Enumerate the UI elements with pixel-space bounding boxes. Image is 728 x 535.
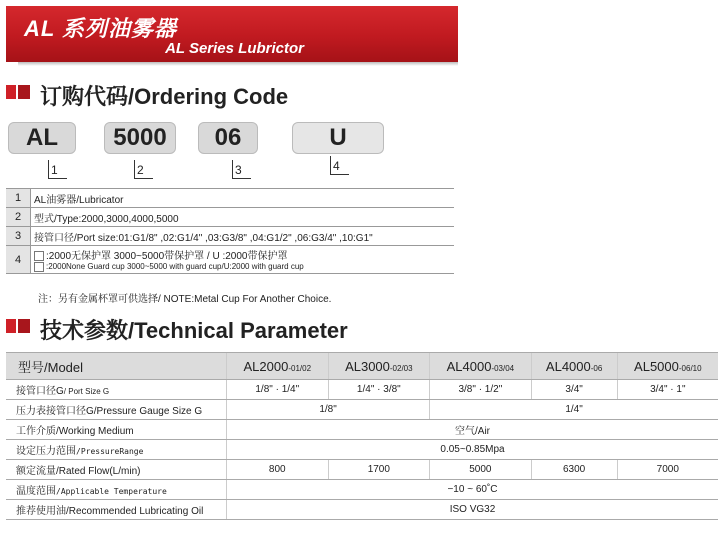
section-marker-icon (18, 85, 30, 99)
code-box-type: 5000 (104, 122, 176, 154)
cell: −10 ~ 60˚C (227, 480, 719, 500)
row-label: 温度范围/Applicable Temperature (6, 480, 227, 500)
table-row (6, 208, 454, 227)
table-row (6, 380, 718, 400)
table-row (6, 246, 454, 274)
ordering-heading: 订购代码/Ordering Code (40, 84, 289, 109)
header-label: 型号/Model (6, 353, 227, 380)
banner-shadow (18, 62, 458, 66)
header-model: AL5000-06/10 (617, 353, 718, 380)
row-number: 1 (6, 189, 31, 208)
cell: 1/8" · 1/4" (227, 380, 329, 400)
cell: 800 (227, 460, 329, 480)
code-box-port: 06 (198, 122, 258, 154)
header-model: AL4000-03/04 (430, 353, 532, 380)
table-row (6, 500, 718, 520)
section-marker-icon (18, 319, 30, 333)
table-row (6, 480, 718, 500)
cell: 7000 (617, 460, 718, 480)
row-text (31, 246, 455, 274)
technical-parameter-table (6, 352, 718, 520)
table-row (6, 460, 718, 480)
cell: 1/8" (227, 400, 430, 420)
row-label: 设定压力范围/PressureRange (6, 440, 227, 460)
row-number: 2 (6, 208, 31, 227)
banner-title: AL 系列油雾器 (24, 16, 178, 41)
ordering-note: 注：另有金属杯罩可供选择/ NOTE:Metal Cup For Another Choice. (38, 294, 332, 305)
code-index: 1 (48, 160, 67, 179)
table-header-row (6, 353, 718, 380)
table-row (6, 440, 718, 460)
code-index: 3 (232, 160, 251, 179)
table-row (6, 400, 718, 420)
cell: 5000 (430, 460, 532, 480)
row-label: 工作介质/Working Medium (6, 420, 227, 440)
cell: 3/8" · 1/2" (430, 380, 532, 400)
option-line-en: :2000None Guard cup 3000~5000 with guard cup/U:2000 with guard cup (46, 262, 304, 272)
header-model: AL2000-01/02 (227, 353, 329, 380)
cell: ISO VG32 (227, 500, 719, 520)
cell: 空气/Air (227, 420, 719, 440)
row-text: 型式/Type:2000,3000,4000,5000 (31, 208, 455, 227)
table-row (6, 189, 454, 208)
cell: 0.05~0.85Mpa (227, 440, 719, 460)
header-model: AL3000-02/03 (328, 353, 430, 380)
cell: 6300 (531, 460, 617, 480)
cell: 1700 (328, 460, 430, 480)
row-label: 推荐使用油/Recommended Lubricating Oil (6, 500, 227, 520)
row-label: 额定流量/Rated Flow(L/min) (6, 460, 227, 480)
checkbox-icon (34, 262, 44, 272)
title-banner (6, 6, 458, 62)
row-number: 3 (6, 227, 31, 246)
row-text: 接管口径/Port size:01:G1/8" ,02:G1/4" ,03:G3/8" ,04:G1/2" ,06:G3/4" ,10:G1" (31, 227, 455, 246)
section-marker-icon (6, 319, 16, 333)
row-text: AL油雾器/Lubricator (31, 189, 455, 208)
header-model: AL4000-06 (531, 353, 617, 380)
row-label: 接管口径G/ Port Size G (6, 380, 227, 400)
row-number: 4 (6, 246, 31, 274)
banner-subtitle: AL Series Lubrictor (165, 40, 304, 57)
table-row (6, 420, 718, 440)
section-marker-icon (6, 85, 16, 99)
checkbox-icon (34, 251, 44, 261)
code-box-option: U (292, 122, 384, 154)
ordering-code-table (6, 188, 454, 274)
technical-heading: 技术参数/Technical Parameter (40, 318, 348, 343)
code-index: 2 (134, 160, 153, 179)
cell: 1/4" (430, 400, 718, 420)
table-row (6, 227, 454, 246)
cell: 1/4" · 3/8" (328, 380, 430, 400)
row-label: 压力表接管口径G/Pressure Gauge Size G (6, 400, 227, 420)
code-index: 4 (330, 156, 349, 175)
option-line-cn: :2000无保护罩 3000~5000带保护罩 / U :2000带保护罩 (46, 251, 288, 262)
code-box-series: AL (8, 122, 76, 154)
cell: 3/4" (531, 380, 617, 400)
cell: 3/4" · 1" (617, 380, 718, 400)
